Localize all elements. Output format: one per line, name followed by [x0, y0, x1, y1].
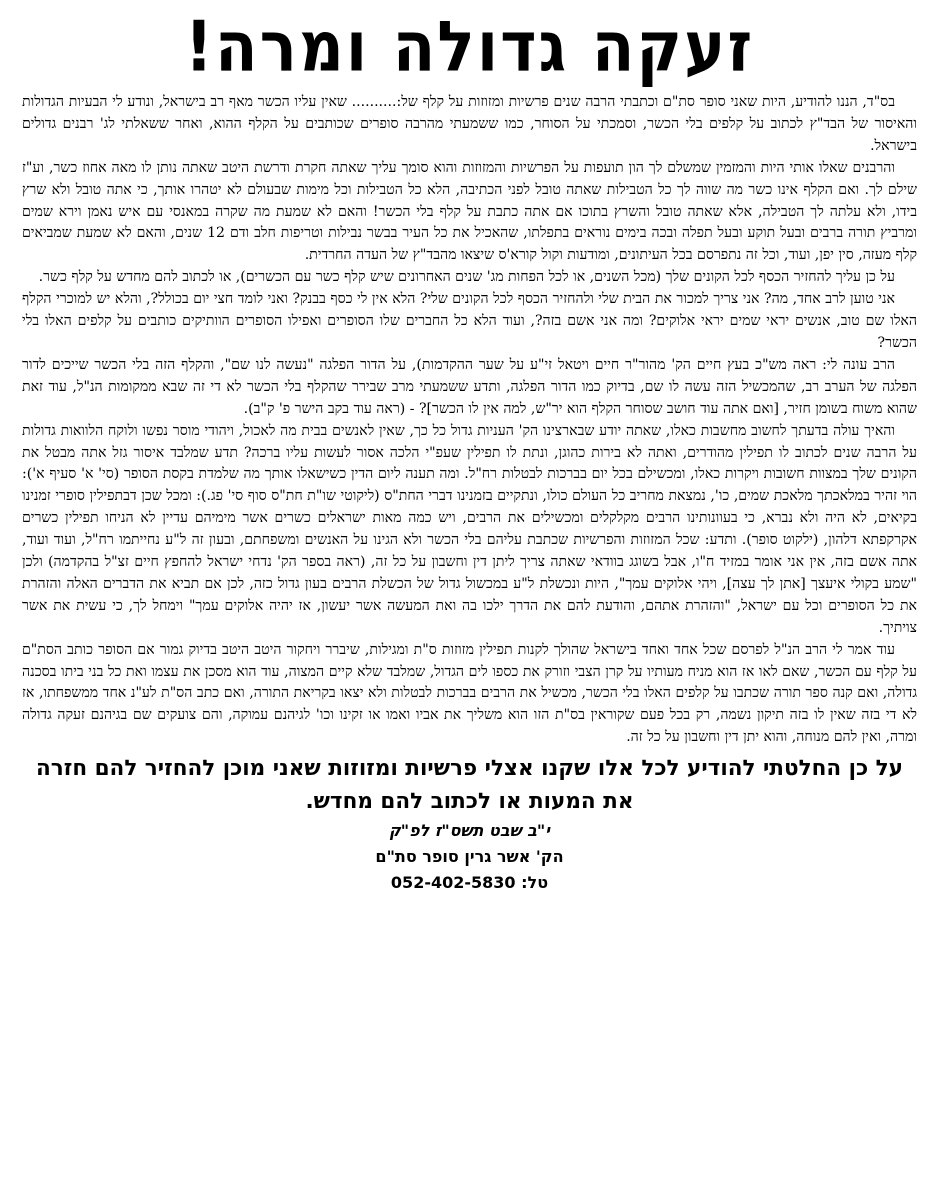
phone-number: 052-402-5830 [390, 873, 516, 893]
paragraph: עוד אמר לי הרב הנ"ל לפרסם שכל אחד ואחד בישראל שהולך לקנות תפילין מזוזות ס"ת ומגילות, שיברר ויחקור היטב היטב בדיוק גמור אם הסופר כותב הסת"ם על קלף עם הכשר, שאם לאו אז הוא מניח מעותיו על קרן הצבי וזורק את כספו לים הגדול, שמלבד שלא קיים המצוה, עוד הוא מסכן את עצמו ואת כל בני ביתו בסכנה גדולה, ואם קנה ספר תורה שכתבו על קלפים האלו בלי הכשר, מכשיל את הרבים בברכות לבטלות ולא יצאו בקריאת התורה, ואם כתב הס"ת לע"נ אחד ממשפחתו, אז לא די בזה שאין לו בזה תיקון נשמה, רק בכל פעם שקוראין בס"ת הזו הוא משליך את אביו ואמו או זקינו וכו' לגיהנם עמוקה, והם צועקים שם בגיהנם זעקה גדולה ומרה, ואין להם מנוחה, והוא יתן דין וחשבון על כל זה. [22, 641, 917, 746]
paragraph: בס"ד, הננו להודיע, היות שאני סופר סת"ם וכתבתי הרבה שנים פרשיות ומזוזות על קלף של:.......... שאין עליו הכשר מאף רב בישראל, ונודע לי הבעיות הגדולות והאיסור של הבד"ץ לכתוב על קלפים בלי הכשר, וסמכתי על הסוחר, כמו ששמעתי מהרבה סופרים שכותבים על הקלף ההוא, ואחר ששאלתי לג' רבנים גדולים בישראל. [22, 94, 917, 154]
paragraph: על כן עליך להחזיר הכסף לכל הקונים שלך (מכל השנים, או לכל הפחות מג' שנים האחרונים שיש קלף כשר עם הכשרים), או לכתוב להם מחדש על קלף כשר. [38, 269, 895, 286]
date-line: י"ב שבט תשס"ז לפ"ק [389, 821, 550, 841]
notice-page [14, 0, 925, 1191]
closing-statement: על כן החלטתי להודיע לכל אלו שקנו אצלי פרשיות ומזוזות שאני מוכן להחזיר להם חזרה את המעות או לכתוב להם מחדש. [36, 756, 903, 815]
headline: זעקה גדולה ומרה! [184, 5, 755, 88]
paragraph: והרבנים שאלו אותי היות והמזמין שמשלם לך הון תועפות על הפרשיות והמזוזות והוא סומך עליך שאתה חקרת ודרשת היטב שאתה נותן לו מאה אחוז כשר, וע"ז שילם לך. ואם הקלף אינו כשר מה שווה לך כל הטבילות שאתה טובל לפני הכתיבה, הלא כל הטבילות וכל מימות שבעולם לא יטהרו אותך, כי אתה טובל ולא שרץ בידו, ולא עלתה לך הטבילה, אלא שאתה טובל והשרץ בתוכו אם אתה כתבת על קלף בלי הכשר! והאם לא שמעת מה שקרה במאנסי עם איש נאמן וירא שמים ומרביץ תורה ברבים ובעל תוקע ובעל תפלה ובכה בימים נוראים בתפלתו, שהאכיל את כל העיר בבשר נבילות וטריפות חלב ודם 12 שנים, והאם לא שמעת שמביאים קלף מעזה, סין יפן, ועוד, וכל זה נתפרסם בכל העיתונים, ומודעות וקול קורא'ס שיצאו מהבד"ץ של העדה החרדית. [22, 159, 917, 264]
signature: הק' אשר גרין סופר סת"ם [375, 847, 564, 867]
phone-line [14, 870, 925, 896]
phone-label: טל: [521, 873, 549, 893]
paragraph: הרב עונה לי: ראה מש"כ בעץ חיים הק' מהור"ר חיים ויטאל זי"ע על שער ההקדמות), על הדור הפלגה "נעשה לנו שם", והקלף הזה בלי הכשר שייכים לדור הפלגה של הערב רב, שהמכשיל הזה עשה לו שם, בדיוק כמו הדור הפלגה, ותדע ששמעתי מרב שבירר שהקלף בלי הכשר לא די זה שבא ממקומות הנ"ל, עוד זאת שהוא משוח בשומן חזיר, [ואם אתה עוד חושב שסוחר הקלף הוא יר"ש, למה אין לו הכשר]? - (ראה עוד בקב הישר פ' ק"ב). [22, 356, 917, 417]
paragraph: אני טוען לרב אחד, מה? אני צריך למכור את הבית שלי ולהחזיר הכסף לכל הקונים שלי? הלא אין לי כסף בבנק? ואני לומד חצי יום בכולל?, והלא יש למוכרי הקלף האלו שם טוב, אנשים יראי שמים יראי אלוקים? ומה אני אשם בזה?, ועוד הלא כל החברים שלו הסופרים ואפילו הסופרים הוותיקים כותבים על קלפים האלו בלי הכשר? [22, 291, 917, 351]
paragraph: והאיך עולה בדעתך לחשוב מחשבות כאלו, שאתה יודע שבארצינו הק' העניות גדול כל כך, שאין לאנשים בבית מה לאכול, ויהודי מוסר נפשו ולוקח הלוואות גדולות על הרבה שנים לכתוב לו תפילין מהודרים, ואתה לא בירות כהוגן, ונתת לו תפילין שעפ"י הלכה אסור לעשות עליו ברכה? תדע שמלבד איסור גזל אתה מבטל את הקונים שלך במצוות חשובות ויקרות כאלו, ומכשילם בכל יום בברכות לבטלות רח"ל. ומה תענה ליום הדין כשישאלו אותך מה שלמדת בקסת הסופר (סי' א' סעיף א'): הוי זהיר במלאכתך מלאכת שמים, כו', נמצאת מחריב כל העולם כולו, ונתקיים בזמנינו דברי החת"ס (ליקוטי שו"ת חת"ס סוף סי' פג.): ומכל שכן דבתפילין סופרי זמנינו בקיאים, לא היה ולא נברא, כי בעוונותינו הרבים מקלקלים ומכשילים את הרבים, ויש כמה מאות ישראלים כשרים אשר מימיהם עדיין לא הניחו תפילין כשרים אקרקפתא דלהון, (ילקוט סופר). ותדע: שכל המזוזות והפרשיות שכתבת עליהם בלי הכשר ולא הגינו על האנשים ומשפחתם, ובעון זה ל"ע נחייתמו רח"ל, ועוד ועוד, אתה אשם בזה, אין אני אומר במזיד ח"ו, אבל בשוגג בוודאי שאתה צריך ליתן דין וחשבון על כל זה, (ראה בספר הק' נדחי ישראל להחפץ חיים זצ"ל בהקדמה) ולכן "שמע בקולי איעצך [אתן לך עצה], ויהי אלוקים עמך", היות ונכשלת ל"ע במכשול גדול של הכשלת הרבים בעון גדול כזה, לכן אם תביא את הדברים האלה והזהרת את כל הסופרים וכל עם ישראל, "והזהרת אתהם, והודעת להם את הדרך ילכו בה ואת המעשה אשר יעשון, אז יהיה אלוקים עמך" וימחל לך, כי עשית את אשר צויתיך. [22, 422, 917, 636]
body-text [14, 92, 925, 749]
